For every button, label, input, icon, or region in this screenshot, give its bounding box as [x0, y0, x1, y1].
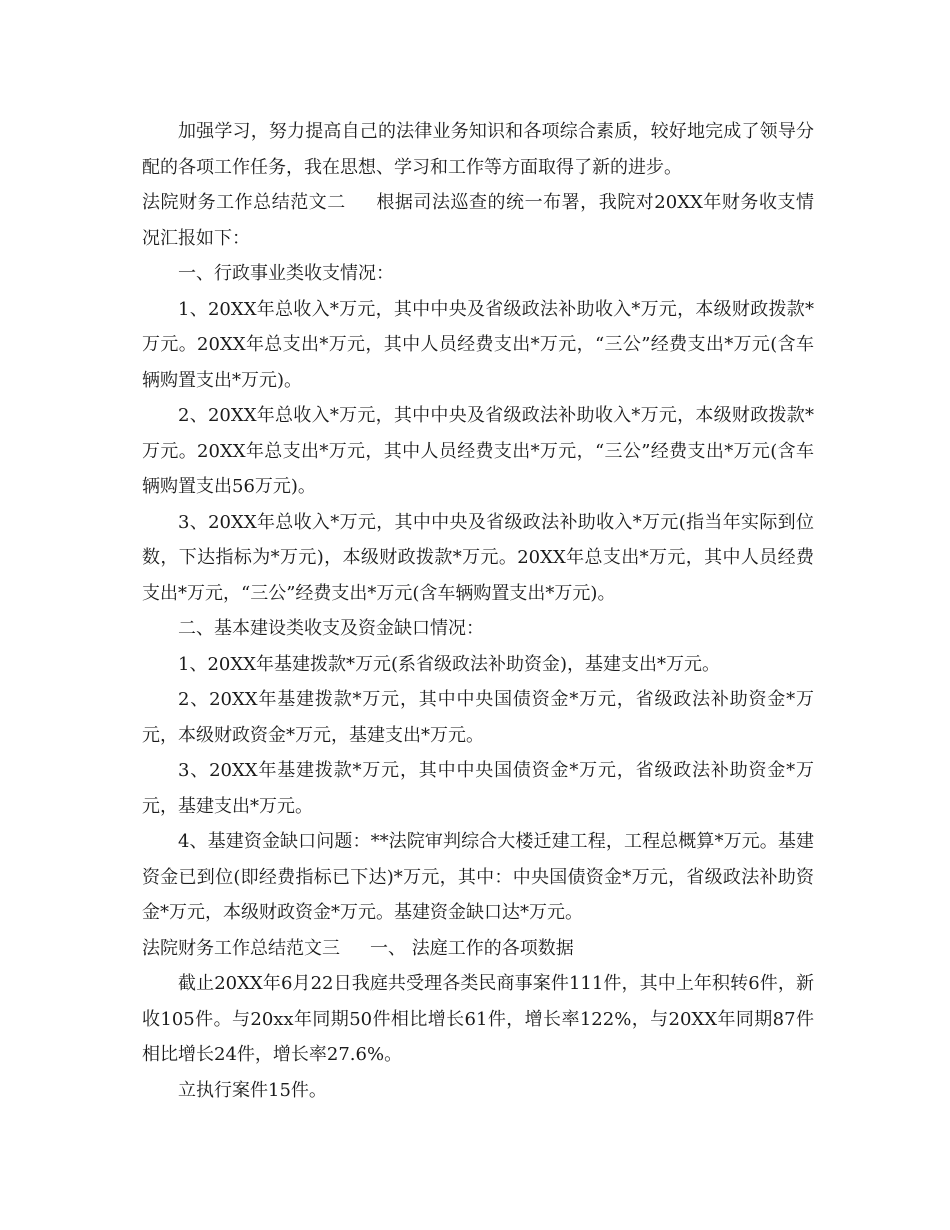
paragraph-admin-1: 1、20XX年总收入*万元，其中中央及省级政法补助收入*万元，本级财政拨款*万元。20XX年总支出*万元，其中人员经费支出*万元，“三公”经费支出*万元(含车辆购置支出*万元)。	[142, 298, 814, 391]
paragraph-execution-cases: 立执行案件15件。	[178, 1079, 327, 1101]
paragraph-admin-3: 3、20XX年总收入*万元，其中中央及省级政法补助收入*万元(指当年实际到位数，下达指标为*万元)，本级财政拨款*万元。20XX年总支出*万元，其中人员经费支出*万元，“三公”经费支出*万元(含车辆购置支出*万元)。	[142, 511, 814, 604]
paragraph-admin-2: 2、20XX年总收入*万元，其中中央及省级政法补助收入*万元，本级财政拨款*万元。20XX年总支出*万元，其中人员经费支出*万元，“三公”经费支出*万元(含车辆购置支出56万元)。	[142, 405, 814, 497]
paragraph-court-cases: 截止20XX年6月22日我庭共受理各类民商事案件111件，其中上年积转6件，新收105件。与20xx年同期50件相比增长61件，增长率122%，与20XX年同期87件相比增长24件，增长率27.6%。	[142, 973, 814, 1065]
paragraph-construction-2: 2、20XX年基建拨款*万元，其中中央国债资金*万元，省级政法补助资金*万元，本级财政资金*万元，基建支出*万元。	[142, 689, 814, 746]
document-body	[142, 114, 814, 1108]
section-three-text: 一、 法庭工作的各项数据	[370, 937, 574, 959]
section-three-title: 法院财务工作总结范文三	[142, 937, 340, 959]
paragraph-construction-1: 1、20XX年基建拨款*万元(系省级政法补助资金)，基建支出*万元。	[178, 653, 721, 675]
paragraph-construction-3: 3、20XX年基建拨款*万元，其中中央国债资金*万元，省级政法补助资金*万元，基建支出*万元。	[142, 760, 814, 817]
heading-construction: 二、基本建设类收支及资金缺口情况：	[178, 618, 484, 639]
section-two-text: 根据司法巡查的统一布署，我院对20XX年财务收支情况汇报如下：	[142, 192, 815, 249]
section-three-paragraph	[142, 931, 814, 967]
section-two-paragraph	[142, 185, 814, 256]
heading-admin-revenue: 一、行政事业类收支情况：	[178, 263, 394, 284]
section-two-title: 法院财务工作总结范文二	[142, 192, 346, 213]
paragraph-intro: 加强学习，努力提高自己的法律业务知识和各项综合素质，较好地完成了领导分配的各项工作任务，我在思想、学习和工作等方面取得了新的进步。	[142, 121, 814, 178]
paragraph-construction-4: 4、基建资金缺口问题：**法院审判综合大楼迁建工程，工程总概算*万元。基建资金已到位(即经费指标已下达)*万元，其中：中央国债资金*万元，省级政法补助资金*万元，本级财政资金*万元。基建资金缺口达*万元。	[142, 831, 814, 923]
